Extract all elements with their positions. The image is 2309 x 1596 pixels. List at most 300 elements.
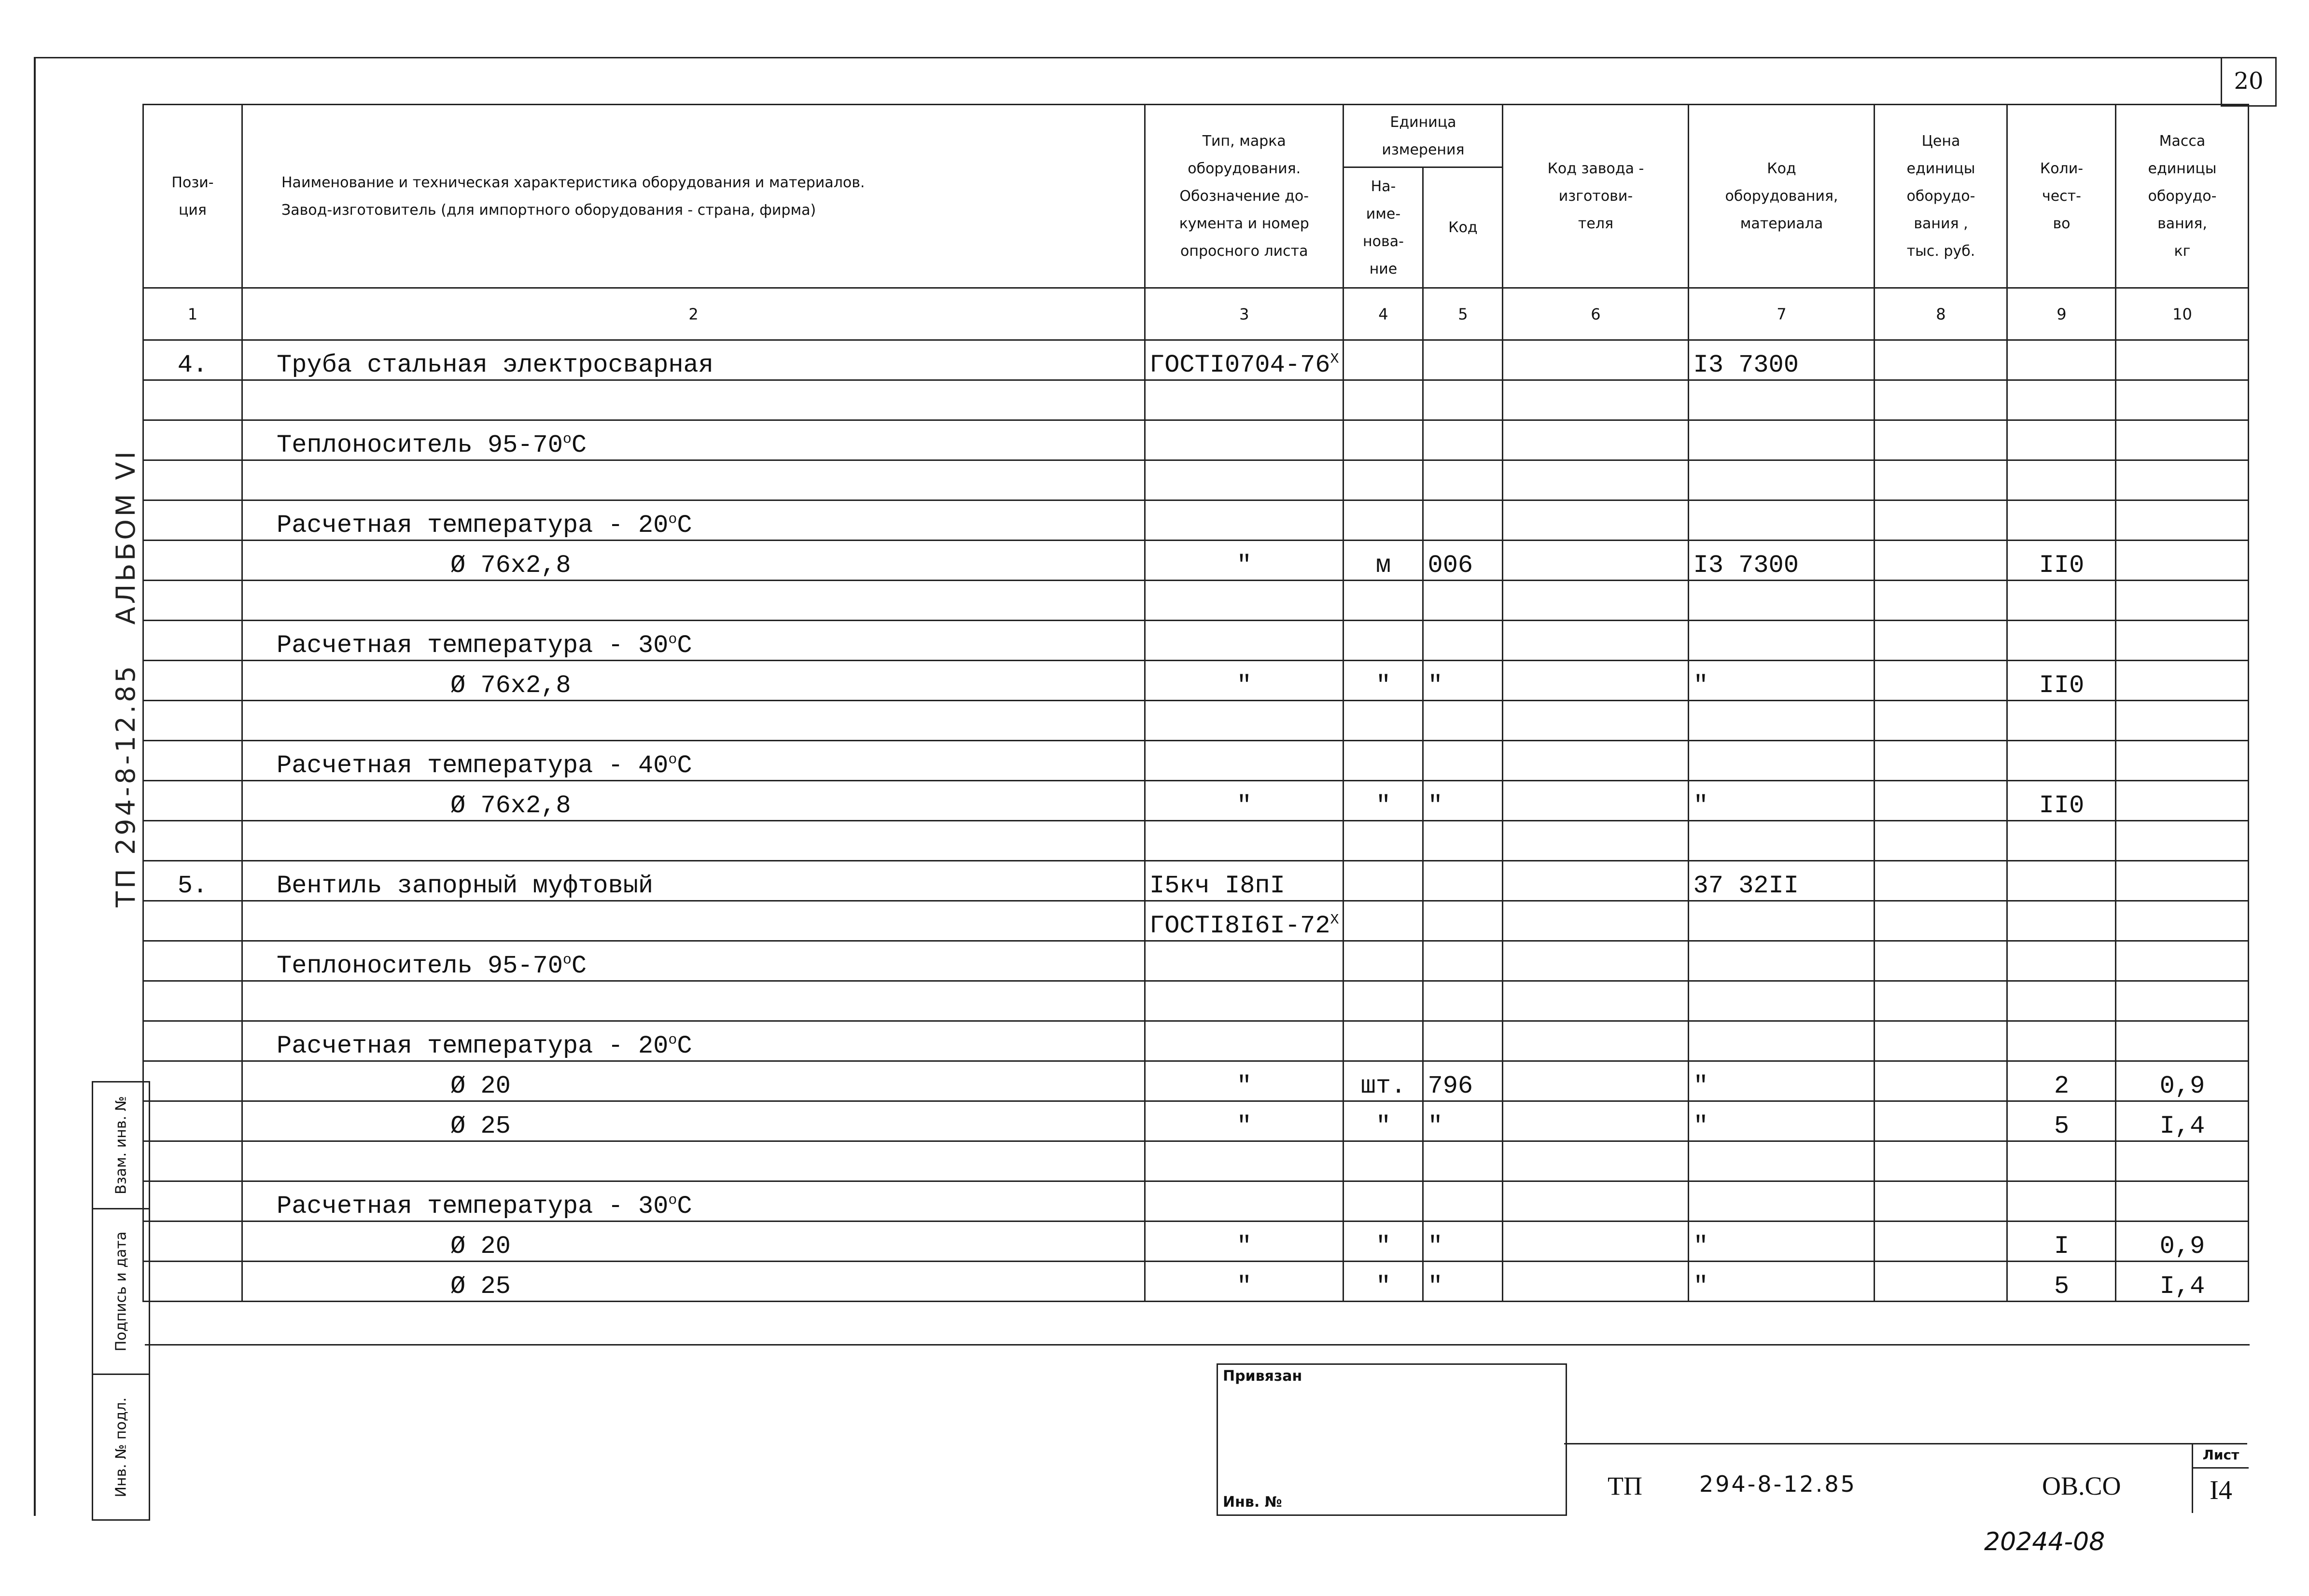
cell-pos	[143, 1061, 242, 1101]
cell-type	[1145, 1141, 1343, 1181]
table-row	[143, 941, 2249, 981]
table-row	[143, 821, 2249, 861]
cell-pos	[143, 541, 242, 581]
cell-equip-code: "	[1689, 1221, 1875, 1262]
cell-name	[242, 1021, 1145, 1061]
table-row	[143, 340, 2249, 380]
cell-type	[1145, 781, 1343, 821]
cell-equip-code	[1689, 981, 1875, 1021]
cell-factory	[1503, 1221, 1689, 1262]
stamp-cell-replace: Взам. инв. №	[93, 1083, 149, 1209]
cell-unit-code	[1423, 420, 1503, 460]
cell-unit	[1343, 420, 1423, 460]
cell-name-unit: С	[677, 1032, 692, 1060]
table-row	[143, 1221, 2249, 1262]
cell-factory	[1503, 901, 1689, 941]
cell-name-degree: o	[668, 751, 677, 768]
cell-type	[1145, 541, 1343, 581]
cell-qty	[2007, 901, 2116, 941]
cell-equip-code	[1689, 741, 1875, 781]
cell-mass	[2116, 621, 2249, 661]
cell-qty	[2007, 1021, 2116, 1061]
cell-name	[242, 621, 1145, 661]
cell-type	[1145, 941, 1343, 981]
cell-unit	[1343, 1181, 1423, 1221]
cell-name-text: Теплоноситель 95-70	[277, 431, 563, 459]
cell-unit-code	[1423, 901, 1503, 941]
cell-type-text: "	[1236, 791, 1252, 820]
column-number: 6	[1503, 288, 1689, 340]
cell-unit-code: "	[1423, 1262, 1503, 1302]
cell-qty: II0	[2007, 541, 2116, 581]
cell-mass	[2116, 781, 2249, 821]
cell-factory	[1503, 500, 1689, 541]
cell-factory	[1503, 380, 1689, 420]
cell-unit: м	[1343, 541, 1423, 581]
cell-price	[1875, 581, 2007, 621]
cell-type-text: "	[1236, 1112, 1252, 1140]
cell-unit: "	[1343, 1221, 1423, 1262]
cell-price	[1875, 821, 2007, 861]
cell-qty	[2007, 821, 2116, 861]
cell-mass	[2116, 500, 2249, 541]
cell-factory	[1503, 941, 1689, 981]
cell-mass	[2116, 380, 2249, 420]
cell-equip-code	[1689, 380, 1875, 420]
cell-name-text: Расчетная температура - 30	[277, 1192, 669, 1221]
cell-type	[1145, 741, 1343, 781]
title-tp: ТП	[1608, 1471, 1642, 1500]
col-unit-code-header: Код	[1423, 167, 1503, 288]
cell-unit-code	[1423, 941, 1503, 981]
cell-equip-code: "	[1689, 661, 1875, 701]
cell-mass	[2116, 901, 2249, 941]
cell-name	[242, 861, 1145, 901]
cell-name-text: Ø 76х2,8	[450, 671, 571, 700]
cell-type-text: ГОСТI0704-76	[1149, 351, 1330, 379]
binding-stamp	[1217, 1363, 1567, 1516]
cell-factory	[1503, 460, 1689, 500]
col-name-header	[242, 105, 1145, 288]
col-unit-group-header: Единица измерения	[1343, 105, 1503, 167]
cell-mass	[2116, 460, 2249, 500]
cell-type	[1145, 1061, 1343, 1101]
cell-mass	[2116, 701, 2249, 741]
cell-unit-code: "	[1423, 1101, 1503, 1141]
cell-mass	[2116, 1141, 2249, 1181]
cell-price	[1875, 1262, 2007, 1302]
cell-price	[1875, 1181, 2007, 1221]
cell-unit	[1343, 861, 1423, 901]
cell-factory	[1503, 781, 1689, 821]
cell-price	[1875, 621, 2007, 661]
stamp-cell-inv: Инв. № подл.	[112, 1397, 129, 1497]
cell-unit-code	[1423, 821, 1503, 861]
stamp-inv: Инв. №	[1223, 1494, 1282, 1511]
cell-name	[242, 380, 1145, 420]
cell-equip-code	[1689, 420, 1875, 460]
cell-pos	[143, 621, 242, 661]
cell-name	[242, 1262, 1145, 1302]
cell-pos	[143, 380, 242, 420]
cell-price	[1875, 541, 2007, 581]
cell-type	[1145, 621, 1343, 661]
cell-type	[1145, 581, 1343, 621]
cell-unit-code	[1423, 1141, 1503, 1181]
side-project: ТП 294-8-12.85	[110, 663, 141, 907]
cell-price	[1875, 781, 2007, 821]
cell-name-degree: o	[668, 1032, 677, 1049]
cell-name-degree: o	[562, 431, 572, 448]
cell-equip-code	[1689, 941, 1875, 981]
table-row	[143, 741, 2249, 781]
cell-name-text: Расчетная температура - 40	[277, 751, 669, 780]
cell-price	[1875, 941, 2007, 981]
cell-type	[1145, 380, 1343, 420]
cell-price	[1875, 901, 2007, 941]
cell-unit-code	[1423, 1021, 1503, 1061]
cell-factory	[1503, 621, 1689, 661]
cell-factory	[1503, 981, 1689, 1021]
cell-price	[1875, 701, 2007, 741]
cell-type	[1145, 420, 1343, 460]
cell-qty: 5	[2007, 1262, 2116, 1302]
cell-equip-code: "	[1689, 1061, 1875, 1101]
side-album: АЛЬБОМ VI	[110, 448, 141, 625]
cell-factory	[1503, 661, 1689, 701]
header-name-line2: Завод-изготовитель (для импортного оборудования - страна, фирма)	[281, 201, 816, 219]
cell-equip-code	[1689, 1141, 1875, 1181]
cell-unit: "	[1343, 1101, 1423, 1141]
cell-qty	[2007, 621, 2116, 661]
cell-name	[242, 500, 1145, 541]
cell-equip-code: I3 7300	[1689, 340, 1875, 380]
cell-qty: 2	[2007, 1061, 2116, 1101]
cell-unit	[1343, 500, 1423, 541]
cell-name	[242, 701, 1145, 741]
cell-unit-code: "	[1423, 661, 1503, 701]
cell-unit	[1343, 581, 1423, 621]
cell-price	[1875, 340, 2007, 380]
table-row	[143, 1141, 2249, 1181]
cell-price	[1875, 861, 2007, 901]
cell-name-text: Труба стальная электросварная	[277, 351, 714, 379]
specification-table	[142, 104, 2249, 1302]
cell-type	[1145, 500, 1343, 541]
cell-type-text: "	[1236, 671, 1252, 700]
cell-pos	[143, 821, 242, 861]
cell-unit	[1343, 701, 1423, 741]
cell-qty	[2007, 380, 2116, 420]
cell-factory	[1503, 861, 1689, 901]
cell-qty: 5	[2007, 1101, 2116, 1141]
stamp-cell-sign: Подпись и дата	[93, 1209, 149, 1375]
cell-mass	[2116, 661, 2249, 701]
cell-name-text: Вентиль запорный муфтовый	[277, 872, 654, 900]
cell-unit	[1343, 460, 1423, 500]
cell-pos	[143, 941, 242, 981]
col-type-header: Тип, марка оборудования. Обозначение до- кумента и номер опросного листа	[1145, 105, 1343, 288]
cell-type	[1145, 861, 1343, 901]
col-mass-header: Масса единицы оборудо- вания, кг	[2116, 105, 2249, 288]
cell-unit-code	[1423, 701, 1503, 741]
cell-unit: "	[1343, 661, 1423, 701]
cell-qty	[2007, 981, 2116, 1021]
cell-name-text: Расчетная температура - 30	[277, 631, 669, 660]
cell-equip-code: "	[1689, 781, 1875, 821]
cell-pos	[143, 741, 242, 781]
cell-type-text: "	[1236, 1232, 1252, 1261]
cell-unit-code: 796	[1423, 1061, 1503, 1101]
cell-equip-code: "	[1689, 1101, 1875, 1141]
table-row	[143, 1101, 2249, 1141]
cell-mass	[2116, 861, 2249, 901]
table-row	[143, 661, 2249, 701]
cell-type	[1145, 340, 1343, 380]
table-row	[143, 380, 2249, 420]
cell-unit: "	[1343, 1262, 1423, 1302]
cell-price	[1875, 460, 2007, 500]
cell-mass: I,4	[2116, 1262, 2249, 1302]
table-row	[143, 460, 2249, 500]
cell-unit	[1343, 380, 1423, 420]
cell-equip-code: 37 32II	[1689, 861, 1875, 901]
table-row	[143, 861, 2249, 901]
cell-unit: "	[1343, 781, 1423, 821]
column-number: 1	[143, 288, 242, 340]
cell-name	[242, 1101, 1145, 1141]
cell-unit-code	[1423, 1181, 1503, 1221]
cell-pos	[143, 781, 242, 821]
corner-sheet-number: 20	[2221, 57, 2277, 107]
cell-unit	[1343, 340, 1423, 380]
cell-type	[1145, 981, 1343, 1021]
table-row	[143, 541, 2249, 581]
cell-name-text: Теплоноситель 95-70	[277, 952, 563, 980]
cell-equip-code	[1689, 500, 1875, 541]
cell-price	[1875, 981, 2007, 1021]
table-bottom-line	[145, 1344, 2250, 1346]
header-name-line1: Наименование и техническая характеристика оборудования и материалов.	[281, 174, 865, 191]
column-number: 10	[2116, 288, 2249, 340]
cell-type-text: "	[1236, 551, 1252, 580]
title-number: 294-8-12.85	[1699, 1471, 1857, 1497]
cell-type-sup: X	[1330, 912, 1339, 929]
cell-equip-code	[1689, 1021, 1875, 1061]
cell-name-text: Ø 20	[450, 1072, 511, 1100]
cell-name	[242, 781, 1145, 821]
cell-type	[1145, 1101, 1343, 1141]
cell-qty	[2007, 420, 2116, 460]
cell-pos	[143, 1221, 242, 1262]
cell-unit-code	[1423, 621, 1503, 661]
cell-qty: II0	[2007, 661, 2116, 701]
cell-type	[1145, 661, 1343, 701]
cell-unit: шт.	[1343, 1061, 1423, 1101]
cell-price	[1875, 380, 2007, 420]
cell-qty	[2007, 1141, 2116, 1181]
cell-name-degree: o	[668, 1192, 677, 1209]
cell-factory	[1503, 1181, 1689, 1221]
column-number: 2	[242, 288, 1145, 340]
cell-name	[242, 460, 1145, 500]
cell-equip-code: I3 7300	[1689, 541, 1875, 581]
cell-type	[1145, 701, 1343, 741]
cell-unit	[1343, 821, 1423, 861]
cell-pos: 4.	[143, 340, 242, 380]
cell-factory	[1503, 420, 1689, 460]
cell-name-unit: С	[677, 1192, 692, 1221]
col-qty-header: Коли- чест- во	[2007, 105, 2116, 288]
col-pos-header: Пози- ция	[143, 105, 242, 288]
cell-type	[1145, 1221, 1343, 1262]
cell-factory	[1503, 1021, 1689, 1061]
cell-price	[1875, 1101, 2007, 1141]
cell-name-text: Ø 20	[450, 1232, 511, 1261]
column-number-row	[143, 288, 2249, 340]
cell-unit	[1343, 1141, 1423, 1181]
cell-price	[1875, 1061, 2007, 1101]
cell-price	[1875, 1221, 2007, 1262]
cell-unit-code	[1423, 861, 1503, 901]
cell-unit-code: "	[1423, 781, 1503, 821]
cell-mass	[2116, 981, 2249, 1021]
cell-pos	[143, 701, 242, 741]
title-code: ОВ.СО	[2042, 1471, 2121, 1500]
column-number: 5	[1423, 288, 1503, 340]
cell-type-text: "	[1236, 1272, 1252, 1301]
table-row	[143, 500, 2249, 541]
cell-unit	[1343, 1021, 1423, 1061]
cell-type-sup: X	[1330, 351, 1339, 368]
cell-equip-code	[1689, 1181, 1875, 1221]
cell-pos	[143, 420, 242, 460]
cell-mass	[2116, 741, 2249, 781]
header-row	[143, 105, 2249, 167]
cell-name	[242, 1061, 1145, 1101]
table-row	[143, 701, 2249, 741]
cell-qty	[2007, 500, 2116, 541]
cell-type	[1145, 1181, 1343, 1221]
cell-pos	[143, 500, 242, 541]
cell-unit-code	[1423, 981, 1503, 1021]
cell-name-unit: С	[677, 751, 692, 780]
cell-pos	[143, 1101, 242, 1141]
cell-qty	[2007, 340, 2116, 380]
cell-name	[242, 901, 1145, 941]
cell-name-text: Расчетная температура - 20	[277, 511, 669, 540]
cell-type-text: I5кч I8пI	[1149, 872, 1285, 900]
cell-factory	[1503, 1101, 1689, 1141]
col-price-header: Цена единицы оборудо- вания , тыс. руб.	[1875, 105, 2007, 288]
cell-qty	[2007, 941, 2116, 981]
cell-name	[242, 581, 1145, 621]
cell-factory	[1503, 821, 1689, 861]
cell-name-text: Ø 76х2,8	[450, 791, 571, 820]
cell-mass: I,4	[2116, 1101, 2249, 1141]
cell-name-text: Ø 76х2,8	[450, 551, 571, 580]
cell-price	[1875, 661, 2007, 701]
cell-unit-code	[1423, 741, 1503, 781]
cell-pos	[143, 1141, 242, 1181]
cell-unit-code	[1423, 460, 1503, 500]
cell-equip-code	[1689, 821, 1875, 861]
cell-price	[1875, 741, 2007, 781]
cell-unit	[1343, 941, 1423, 981]
table-row	[143, 981, 2249, 1021]
cell-qty	[2007, 581, 2116, 621]
cell-name	[242, 981, 1145, 1021]
sheet-number: I4	[2210, 1475, 2232, 1505]
cell-name-unit: С	[571, 952, 587, 980]
cell-qty: I	[2007, 1221, 2116, 1262]
cell-mass: 0,9	[2116, 1221, 2249, 1262]
cell-qty	[2007, 701, 2116, 741]
column-number: 3	[1145, 288, 1343, 340]
cell-type	[1145, 460, 1343, 500]
table-row	[143, 781, 2249, 821]
cell-unit	[1343, 621, 1423, 661]
cell-unit-code	[1423, 581, 1503, 621]
cell-unit-code: "	[1423, 1221, 1503, 1262]
cell-equip-code	[1689, 581, 1875, 621]
cell-qty	[2007, 1181, 2116, 1221]
archive-number: 20244-08	[1984, 1527, 2105, 1556]
cell-pos	[143, 1262, 242, 1302]
cell-unit-code	[1423, 340, 1503, 380]
table-row	[143, 420, 2249, 460]
cell-type	[1145, 821, 1343, 861]
sheet-box	[2192, 1443, 2249, 1513]
cell-name-text: Расчетная температура - 20	[277, 1032, 669, 1060]
cell-pos	[143, 661, 242, 701]
cell-name	[242, 821, 1145, 861]
title-block	[1564, 1443, 2247, 1514]
cell-factory	[1503, 701, 1689, 741]
cell-equip-code	[1689, 901, 1875, 941]
cell-name	[242, 1181, 1145, 1221]
cell-mass	[2116, 821, 2249, 861]
cell-qty: II0	[2007, 781, 2116, 821]
cell-mass	[2116, 340, 2249, 380]
cell-mass	[2116, 941, 2249, 981]
cell-name-degree: o	[668, 631, 677, 648]
cell-unit-code: 006	[1423, 541, 1503, 581]
cell-name-degree: o	[562, 952, 572, 969]
cell-price	[1875, 1021, 2007, 1061]
table-row	[143, 1021, 2249, 1061]
cell-name	[242, 1141, 1145, 1181]
column-number: 9	[2007, 288, 2116, 340]
cell-type	[1145, 901, 1343, 941]
table-row	[143, 1262, 2249, 1302]
cell-unit-code	[1423, 380, 1503, 420]
cell-price	[1875, 500, 2007, 541]
table-row	[143, 1061, 2249, 1101]
cell-name	[242, 420, 1145, 460]
cell-qty	[2007, 861, 2116, 901]
cell-pos	[143, 981, 242, 1021]
cell-name	[242, 941, 1145, 981]
cell-pos	[143, 1181, 242, 1221]
column-number: 8	[1875, 288, 2007, 340]
sheet-label: Лист	[2193, 1443, 2249, 1469]
cell-qty	[2007, 460, 2116, 500]
col-factory-header: Код завода - изготови- теля	[1503, 105, 1689, 288]
table-row	[143, 901, 2249, 941]
cell-mass	[2116, 420, 2249, 460]
cell-pos: 5.	[143, 861, 242, 901]
